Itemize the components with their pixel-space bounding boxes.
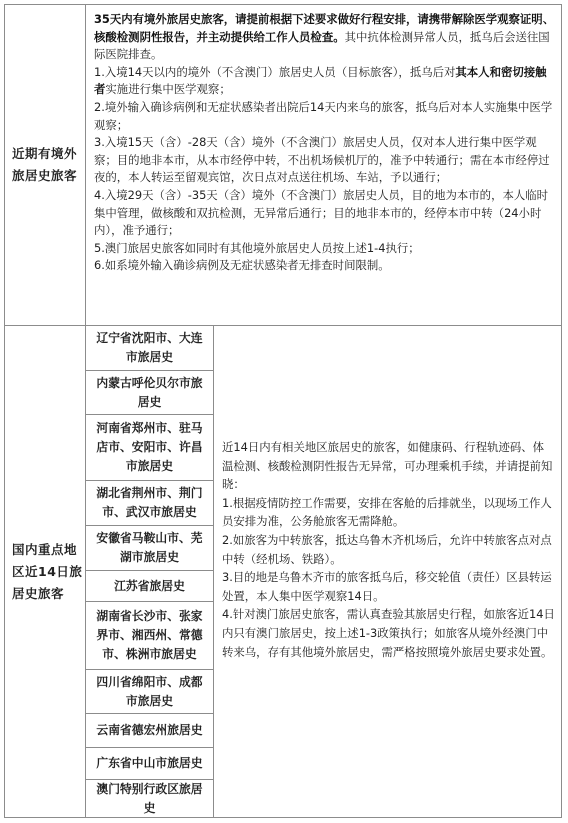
region-item: 四川省绵阳市、成都市旅居史: [86, 669, 213, 713]
category-label: 国内重点地区近14日旅居史旅客: [12, 541, 83, 601]
domestic-intro: 近14日内有相关地区旅居史的旅客，如健康码、行程轨迹码、体温检测、核酸检测阴性报告无异常，可办理乘机手续，并请提前知晓：: [222, 440, 553, 492]
overseas-item-2: 2.境外输入确诊病例和无症状感染者出院后14天内来乌的旅客，抵乌后对本人实施集中医学观察；: [94, 99, 553, 132]
region-item: 内蒙古呼伦贝尔市旅居史: [86, 370, 213, 414]
region-item: 云南省德宏州旅居史: [86, 713, 213, 747]
category-overseas-travelers: [5, 5, 85, 325]
overseas-item-5: 5.澳门旅居史旅客如同时有其他境外旅居史人员按上述1-4执行；: [94, 240, 420, 255]
region-item: 湖北省荆州市、荆门市、武汉市旅居史: [86, 480, 213, 525]
region-item: 江苏省旅居史: [86, 570, 213, 601]
overseas-intro-rest: 其中抗体检测异常人员，抵乌后会送往国际医院排查。: [94, 29, 550, 62]
domestic-item-4: 4.针对澳门旅居史旅客，需认真查验其旅居史行程，如旅客近14日内只有澳门旅居史，按上述1-3政策执行；如旅客从境外经澳门中转来乌，存有其他境外旅居史，需严格按照境外旅居史要求处置。: [222, 607, 555, 659]
region-item: 澳门特别行政区旅居史: [86, 779, 213, 818]
overseas-item-1: 1.入境14天以内的境外（不含澳门）旅居史人员（目标旅客），抵乌后对其本人和密切接触者实施进行集中医学观察；: [94, 64, 547, 97]
region-item: 安徽省马鞍山市、芜湖市旅居史: [86, 525, 213, 570]
category-label: 近期有境外旅居史旅客: [12, 146, 78, 183]
overseas-intro-bold: 35天内有境外旅居史旅客，请提前根据下述要求做好行程安排，请携带解除医学观察证明、核酸检测阴性报告，并主动提供给工作人员检查。: [94, 12, 555, 44]
overseas-item-3: 3.入境15天（含）-28天（含）境外（不含澳门）旅居史人员，仅对本人进行集中医学观察；目的地非本市，从本市经停中转，不出机场候机厅的，准予中转通行；需在本市经停过夜的，本人转运至留观宾馆，次日点对点送往机场、车站，予以通行；: [94, 135, 550, 185]
domestic-item-2: 2.如旅客为中转旅客，抵达乌鲁木齐机场后，允许中转旅客点对点中转（经机场、铁路）。: [222, 532, 552, 566]
region-item: 河南省郑州市、驻马店市、安阳市、许昌市旅居史: [86, 414, 213, 480]
category-domestic-travelers: [5, 325, 85, 817]
region-item: 广东省中山市旅居史: [86, 747, 213, 779]
domestic-policy-text: [213, 325, 561, 817]
overseas-intro: [94, 11, 557, 64]
overseas-policy-text: [85, 5, 561, 325]
policy-table: [4, 4, 562, 818]
domestic-item-1: 1.根据疫情防控工作需要，安排在客舱的后排就坐，以现场工作人员安排为准，公务舱旅客无需降舱。: [222, 495, 552, 529]
region-item: 辽宁省沈阳市、大连市旅居史: [96, 331, 203, 364]
domestic-item-3: 3.目的地是乌鲁木齐市的旅客抵乌后，移交轮值（责任）区县转运处置，本人集中医学观察14日。: [222, 570, 552, 603]
overseas-item-6: 6.如系境外输入确诊病例及无症状感染者无排查时间限制。: [94, 258, 390, 273]
region-list: [85, 325, 213, 817]
region-item: 湖南省长沙市、张家界市、湘西州、常德市、株洲市旅居史: [86, 601, 213, 669]
overseas-item-4: 4.入境29天（含）-35天（含）境外（不含澳门）旅居史人员，目的地为本市的，本人临时集中管理，做核酸和双抗检测，无异常后通行；目的地非本市的，经停本市中转（24小时内），准予通行；: [94, 187, 549, 238]
